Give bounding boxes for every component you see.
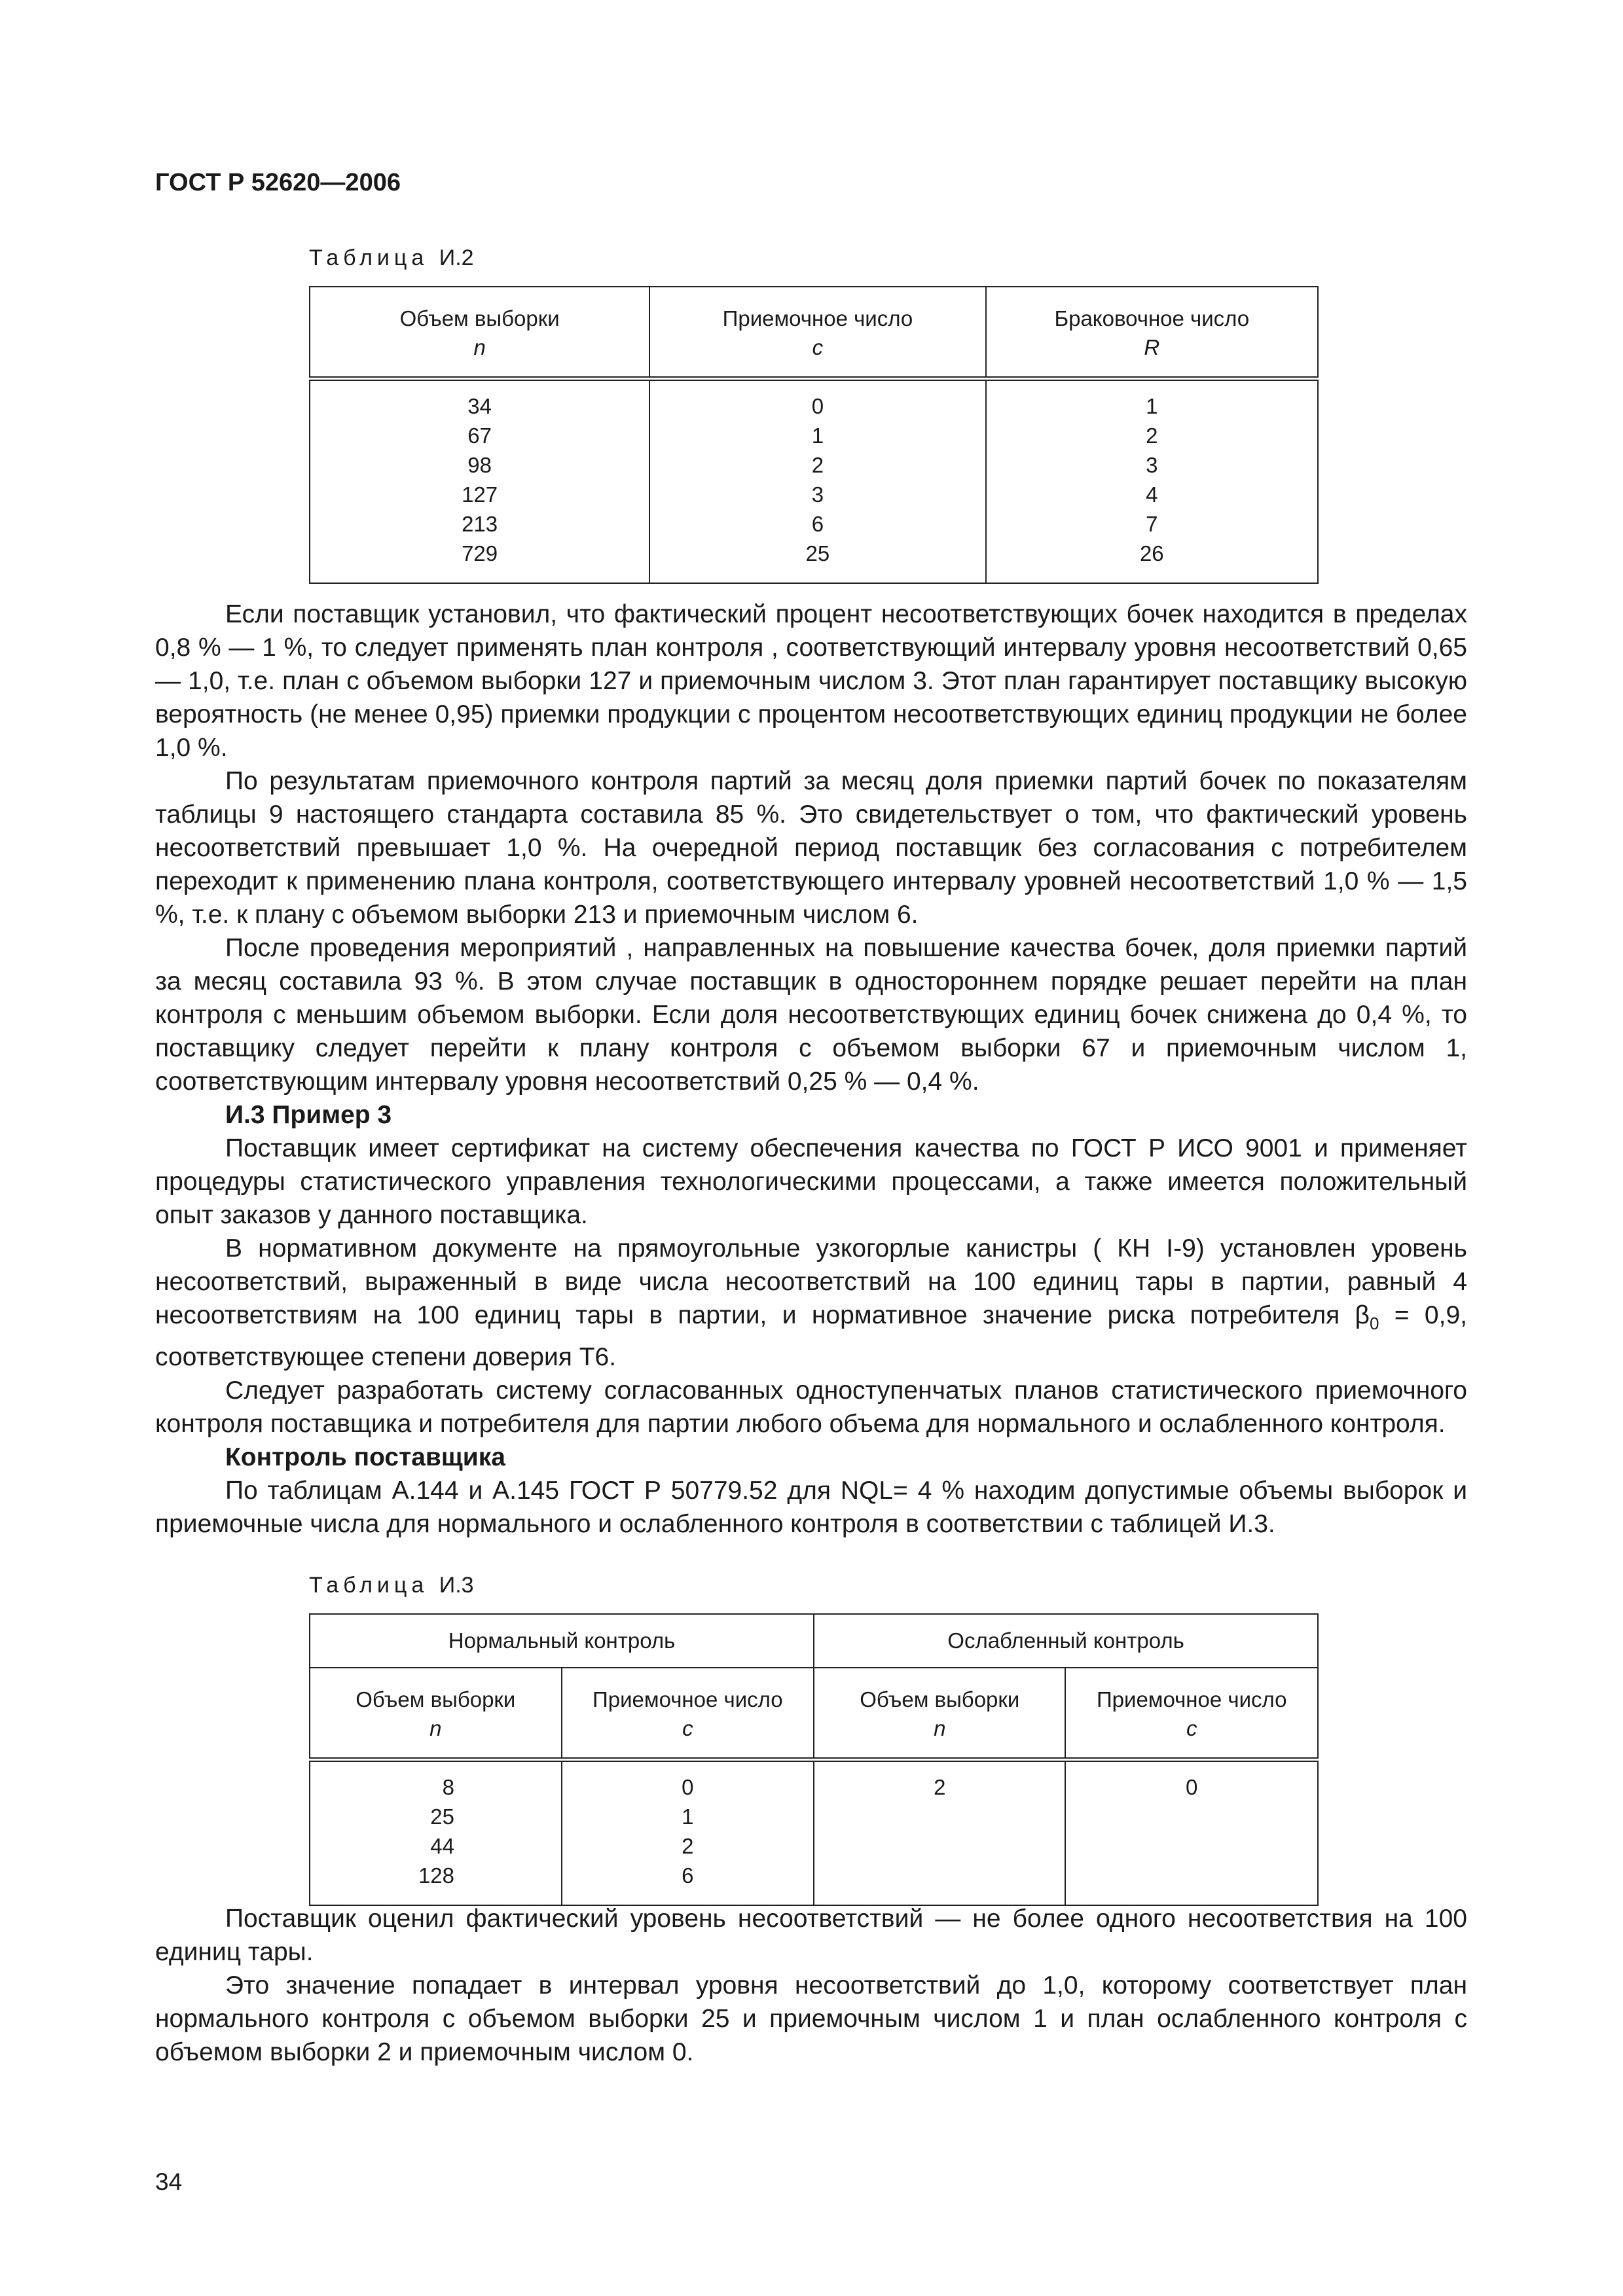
table-i3-group-row [310, 1614, 1318, 1668]
table-i2-col-rejection-number [986, 379, 1318, 584]
table-i2-caption-number: И.2 [439, 245, 474, 270]
table-i3-group-reduced: Ослабленный контроль [814, 1614, 1318, 1668]
table-i2-header-row [310, 287, 1318, 379]
table-cell: 25 [805, 541, 830, 565]
table-cell: 1 [811, 423, 824, 448]
table-cell: 67 [467, 423, 492, 448]
standard-header: ГОСТ Р 52620—2006 [155, 169, 401, 196]
table-i2-caption-word: Таблица [309, 245, 429, 270]
table-i3 [309, 1613, 1319, 1906]
table-i3-col-reduced-acceptance [1065, 1760, 1318, 1906]
table-cell: 127 [462, 482, 498, 507]
beta-subscript: 0 [1369, 1313, 1379, 1333]
table-cell: 1 [682, 1804, 694, 1829]
table-i3-header-normal-acceptance: Приемочное число c [562, 1668, 814, 1760]
paragraph: Если поставщик установил, что фактический процент несоответствующих бочек находится в пределах 0,8 % — 1 %, то следует применять план контроля , соответствующий интервалу уровня несоответствий 0,65 — 1,0, т.е. план с объемом выборки 127 и приемочным числом 3. Этот план гарантирует поставщику высокую вероятность (не менее 0,95) приемки продукции с процентом несоответствующих единиц продукции не более 1,0 %. [155, 600, 1467, 762]
table-cell: 6 [682, 1863, 694, 1888]
table-cell: 213 [462, 512, 498, 536]
paragraph: По результатам приемочного контроля партий за месяц доля приемки партий бочек по показателям таблицы 9 настоящего стандарта составила 85 %. Это свидетельствует о том, что фактический уровень несоответствий превышает 1,0 %. На очередной период поставщик без согласования с потребителем переходит к применению плана контроля, соответствующего интервалу уровней несоответствий 1,0 % — 1,5 %, т.е. к плану с объемом выборки 213 и приемочным числом 6. [155, 767, 1467, 929]
table-i2-body-row [310, 379, 1318, 584]
table-i2-col-acceptance-number [649, 379, 985, 584]
paragraph: Поставщик имеет сертификат на систему обеспечения качества по ГОСТ Р ИСО 9001 и применяет процедуры статистического управления технологическими процессами, а также имеется положительный опыт заказов у данного поставщика. [155, 1134, 1467, 1229]
table-i3-header-reduced-sample-size: Объем выборки n [814, 1668, 1065, 1760]
table-cell: 4 [1146, 482, 1158, 507]
table-cell: 3 [1146, 453, 1158, 477]
page-number: 34 [155, 2168, 183, 2195]
table-cell: 34 [467, 394, 492, 418]
body-text-block-1 [155, 598, 1467, 1541]
table-i3-col-reduced-sample-size [814, 1760, 1065, 1906]
table-cell: 2 [811, 453, 824, 477]
table-cell: 26 [1139, 541, 1164, 565]
table-cell: 25 [430, 1804, 454, 1829]
paragraph: Следует разработать систему согласованных одноступенчатых планов статистического приемочного контроля поставщика и потребителя для партии любого объема для нормального и ослабленного контроля. [155, 1376, 1467, 1438]
table-i3-header-normal-sample-size: Объем выборки n [310, 1668, 562, 1760]
table-cell: 6 [811, 512, 824, 536]
table-i3-col-normal-acceptance [562, 1760, 814, 1906]
table-cell: 98 [467, 453, 492, 477]
table-cell: 1 [1146, 394, 1158, 418]
table-cell: 0 [682, 1775, 694, 1799]
table-i3-caption-number: И.3 [439, 1573, 474, 1598]
table-i2 [309, 286, 1319, 584]
table-cell: 44 [430, 1834, 454, 1858]
paragraph: Поставщик оценил фактический уровень несоответствий — не более одного несоответствия на 100 единиц тары. [155, 1905, 1467, 1966]
table-cell: 2 [934, 1775, 946, 1799]
table-cell: 128 [418, 1863, 454, 1888]
table-cell: 3 [811, 482, 824, 507]
table-i2-header-sample-size: Объем выборки n [310, 287, 649, 379]
table-i2-caption [309, 245, 474, 271]
paragraph: По таблицам А.144 и А.145 ГОСТ Р 50779.52 для NQL= 4 % находим допустимые объемы выборок и приемочные числа для нормального и ослабленного контроля в соответствии с таблицей И.3. [155, 1476, 1467, 1538]
paragraph-risk-value: В нормативном документе на прямоугольные узкогорлые канистры ( КН I-9) установлен уровень несоответствий, выраженный в виде числа несоответствий на 100 единиц тары в партии, равный 4 несоответствиям на 100 единиц тары в партии, и нормативное значение риска потребителя $\beta_0 = 0,9$, соответствующее степени доверия Т6. [155, 1234, 1467, 1371]
table-cell: 0 [1186, 1775, 1198, 1799]
table-i3-col-normal-sample-size [310, 1760, 562, 1906]
section-heading-supplier-control: Контроль поставщика [225, 1443, 505, 1471]
table-cell: 2 [682, 1834, 694, 1858]
table-cell: 2 [1146, 423, 1158, 448]
table-cell: 729 [462, 541, 498, 565]
table-i3-caption [309, 1573, 474, 1598]
table-i3-body-row [310, 1760, 1318, 1906]
table-cell: 0 [811, 394, 824, 418]
table-i3-caption-word: Таблица [309, 1573, 429, 1598]
table-i2-header-acceptance-number: Приемочное число c [649, 287, 985, 379]
section-heading-example-3: И.3 Пример 3 [225, 1101, 392, 1129]
table-i3-header-reduced-acceptance: Приемочное число c [1065, 1668, 1318, 1760]
paragraph: После проведения мероприятий , направленных на повышение качества бочек, доля приемки партий за месяц составила 93 %. В этом случае поставщик в одностороннем порядке решает перейти на план контроля с меньшим объемом выборки. Если доля несоответствующих единиц бочек снижена до 0,4 %, то поставщику следует перейти к плану контроля с объемом выборки 67 и приемочным числом 1, соответствующим интервалу уровня несоответствий 0,25 % — 0,4 %. [155, 934, 1467, 1096]
paragraph: Это значение попадает в интервал уровня несоответствий до 1,0, которому соответствует план нормального контроля с объемом выборки 25 и приемочным числом 1 и план ослабленного контроля с объемом выборки 2 и приемочным числом 0. [155, 1971, 1467, 2066]
body-text-block-2 [155, 1902, 1467, 2069]
table-i2-header-rejection-number: Браковочное число R [986, 287, 1318, 379]
table-i2-col-sample-size [310, 379, 649, 584]
table-cell: 7 [1146, 512, 1158, 536]
beta-symbol: β [1355, 1301, 1370, 1329]
table-i3-group-normal: Нормальный контроль [310, 1614, 814, 1668]
table-i3-header-row [310, 1668, 1318, 1760]
table-cell: 8 [442, 1775, 454, 1799]
